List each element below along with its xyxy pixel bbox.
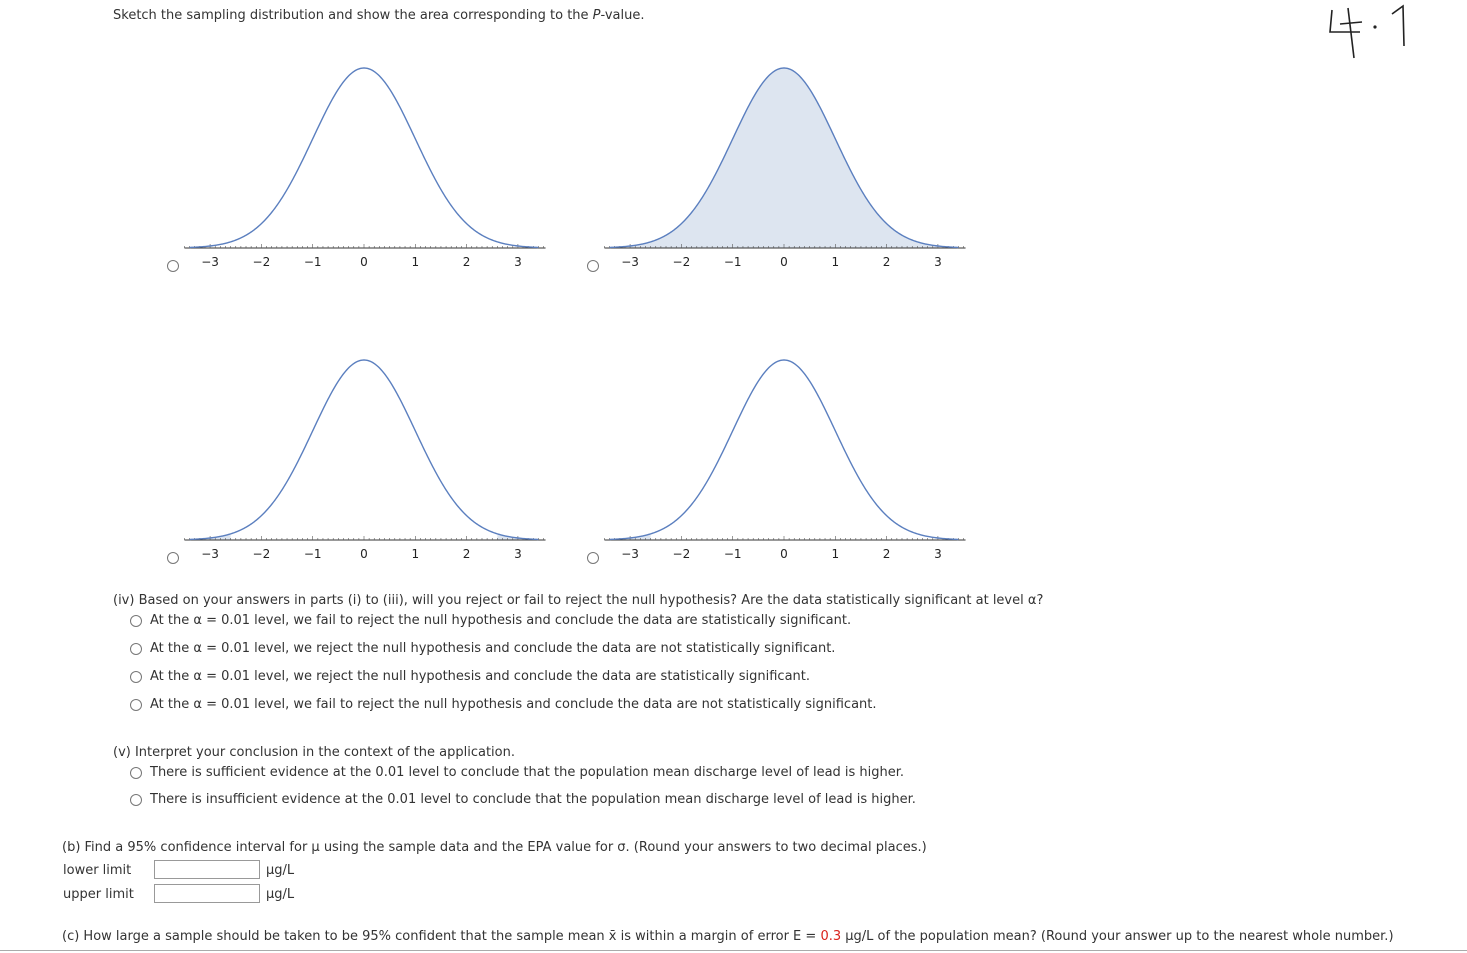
radio-button[interactable] [130,794,142,806]
instruction-text [113,8,644,23]
normal-curve [610,360,959,539]
normal-curve-plot [584,30,969,280]
tick-label: −1 [303,255,322,269]
tick-label: 0 [360,547,368,561]
tick-label: 3 [514,547,522,561]
shaded-area [610,68,959,248]
handwritten-note [1320,2,1420,62]
tick-label: −1 [723,547,742,561]
tick-label: 1 [411,255,420,269]
tick-label: 1 [411,547,420,561]
tick-label: 0 [780,547,788,561]
upper-limit-unit: μg/L [266,887,295,902]
graph-option-a[interactable] [164,30,549,280]
tick-label: −2 [672,547,691,561]
tick-label: 2 [882,255,891,269]
part-iv-option-4[interactable]: At the α = 0.01 level, we fail to reject the null hypothesis and conclude the data are not statistically significant. [130,697,877,712]
part-iv-option-2[interactable]: At the α = 0.01 level, we reject the null hypothesis and conclude the data are not statistically significant. [130,641,835,656]
radio-button[interactable] [130,643,142,655]
tick-label: 3 [514,255,522,269]
part-v-question: (v) Interpret your conclusion in the context of the application. [113,745,515,760]
tick-label: −3 [621,547,639,561]
margin-of-error-value: 0.3 [820,929,842,944]
lower-limit-unit: μg/L [266,863,295,878]
part-c-question: (c) How large a sample should be taken to be 95% confident that the sample mean x̄ is within a margin of error E = 0.3 μg/L of the population mean? (Round your answer up to the nearest whole number.) [62,929,1394,944]
lower-limit-label: lower limit [63,863,132,878]
lower-limit-input[interactable] [154,860,260,879]
tick-label: 3 [934,547,942,561]
normal-curve [190,68,539,247]
tick-label: −3 [201,547,219,561]
tick-label: −3 [201,255,219,269]
instruction-pre: Sketch the sampling distribution and show the area corresponding to the [113,8,593,23]
radio-button[interactable] [130,767,142,779]
tick-label: 0 [360,255,368,269]
tick-label: −2 [252,547,271,561]
part-v-option-1[interactable]: There is sufficient evidence at the 0.01 level to conclude that the population mean discharge level of lead is higher. [130,765,904,780]
graph-option-c[interactable] [164,322,549,572]
part-iv-option-3[interactable]: At the α = 0.01 level, we reject the null hypothesis and conclude the data are statistically significant. [130,669,810,684]
divider [0,950,1467,951]
part-iv-option-1[interactable]: At the α = 0.01 level, we fail to reject the null hypothesis and conclude the data are statistically significant. [130,613,851,628]
radio-button[interactable] [130,699,142,711]
tick-label: 3 [934,255,942,269]
tick-label: 2 [882,547,891,561]
radio-button[interactable] [130,671,142,683]
tick-label: 2 [462,547,471,561]
upper-limit-input[interactable] [154,884,260,903]
normal-curve-plot [164,322,549,572]
tick-label: −1 [303,547,322,561]
tick-label: −2 [672,255,691,269]
radio-button[interactable] [130,615,142,627]
tick-label: −3 [621,255,639,269]
tick-label: 2 [462,255,471,269]
tick-label: 0 [780,255,788,269]
normal-curve-plot [584,322,969,572]
normal-curve-plot [164,30,549,280]
part-iv-question: (iv) Based on your answers in parts (i) to (iii), will you reject or fail to reject the null hypothesis? Are the data statistically significant at level α? [113,593,1044,608]
upper-limit-label: upper limit [63,887,134,902]
instruction-post: -value. [600,8,645,23]
instruction-p: P [592,8,601,23]
tick-label: −1 [723,255,742,269]
part-v-option-2[interactable]: There is insufficient evidence at the 0.01 level to conclude that the population mean discharge level of lead is higher. [130,792,916,807]
part-b-question: (b) Find a 95% confidence interval for μ using the sample data and the EPA value for σ. (Round your answers to two decimal places.) [62,840,927,855]
tick-label: −2 [252,255,271,269]
graph-option-b[interactable] [584,30,969,280]
normal-curve [190,360,539,539]
graph-option-d[interactable] [584,322,969,572]
tick-label: 1 [831,547,840,561]
tick-label: 1 [831,255,840,269]
